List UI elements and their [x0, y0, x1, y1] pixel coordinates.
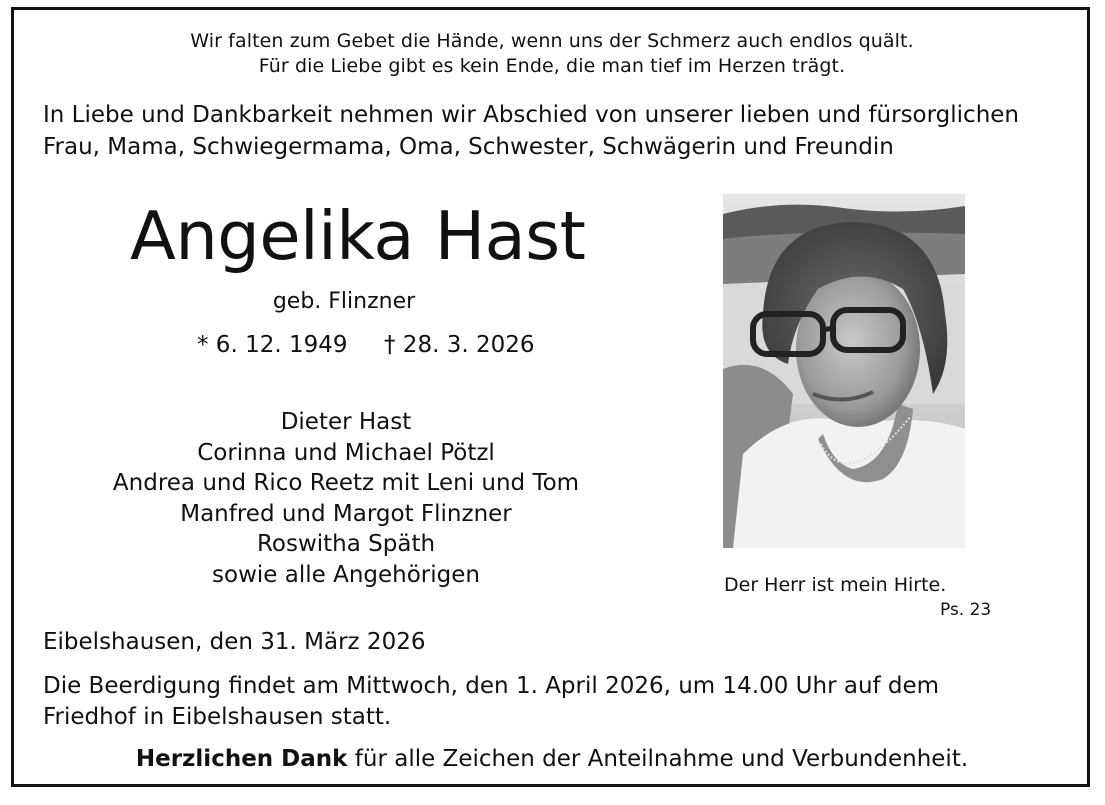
psalm-reference: Ps. 23 — [940, 600, 992, 620]
portrait-photo — [723, 194, 965, 548]
thanks-rest: für alle Zeichen der Anteilnahme und Verbundenheit. — [347, 746, 969, 772]
place-date: Eibelshausen, den 31. März 2026 — [43, 629, 426, 655]
intro-text — [43, 99, 1053, 163]
verse-line-2: Für die Liebe gibt es kein Ende, die man tief im Herzen trägt. — [258, 55, 846, 77]
mourner: sowie alle Angehörigen — [212, 561, 480, 588]
thanks-bold: Herzlichen Dank — [135, 746, 348, 772]
thanks-line — [14, 743, 1090, 775]
verse-line-1: Wir falten zum Gebet die Hände, wenn uns der Schmerz auch endlos quält. — [190, 30, 914, 52]
birth-name: geb. Flinzner — [272, 289, 416, 314]
funeral-line-2: Friedhof in Eibelshausen statt. — [43, 704, 392, 730]
mourner: Dieter Hast — [280, 409, 412, 435]
mourner: Roswitha Späth — [256, 531, 436, 557]
birth-date: * 6. 12. 1949 — [197, 332, 348, 358]
mourner: Manfred und Margot Flinzner — [180, 500, 512, 527]
psalm-quote: Der Herr ist mein Hirte. — [724, 574, 947, 596]
intro-line-2: Frau, Mama, Schwiegermama, Oma, Schwester, Schwägerin und Freundin — [43, 134, 894, 160]
death-date: † 28. 3. 2026 — [384, 332, 535, 358]
funeral-line-1: Die Beerdigung findet am Mittwoch, den 1. April 2026, um 14.00 Uhr auf dem — [43, 673, 940, 699]
mourner: Corinna und Michael Pötzl — [197, 439, 495, 466]
mourners-list — [90, 407, 602, 590]
deceased-name: Angelika Hast — [130, 197, 586, 275]
mourner: Andrea und Rico Reetz mit Leni und Tom — [112, 470, 580, 496]
funeral-info — [43, 671, 1053, 733]
intro-line-1: In Liebe und Dankbarkeit nehmen wir Abschied von unserer lieben und fürsorglichen — [43, 102, 1020, 128]
